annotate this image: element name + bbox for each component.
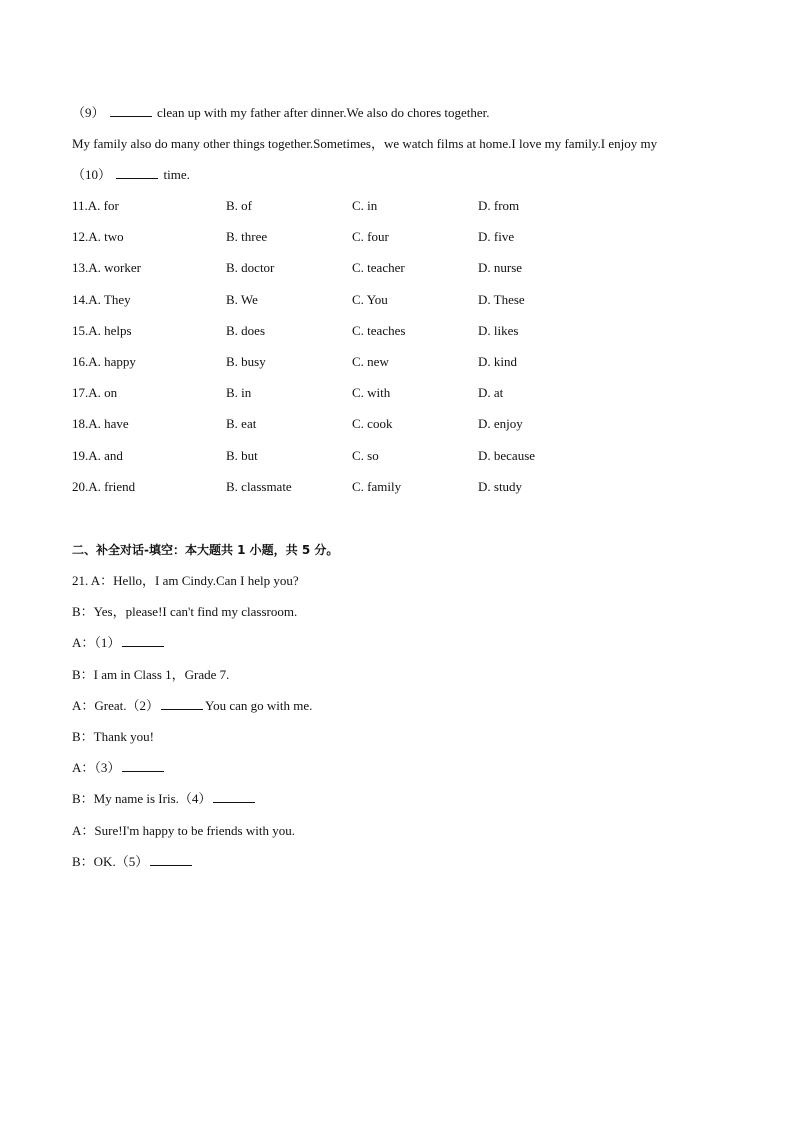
- option-text: A. happy: [88, 354, 136, 369]
- option-a[interactable]: [72, 198, 119, 214]
- option-c[interactable]: C. new: [352, 354, 389, 369]
- question-number: 17.: [72, 385, 89, 401]
- question-number: 13.: [72, 260, 89, 276]
- dialogue-line: [72, 573, 299, 589]
- option-text: A. worker: [88, 260, 141, 276]
- option-d[interactable]: D. enjoy: [478, 416, 523, 432]
- question-row: [72, 479, 722, 495]
- blank-number: （10）: [72, 167, 112, 182]
- question-row: [72, 292, 722, 308]
- passage-line-10: [72, 167, 190, 183]
- option-b[interactable]: B. eat: [226, 416, 257, 432]
- dialogue-text: B：My name is Iris.（4）: [72, 791, 212, 807]
- dialogue-line: [72, 823, 295, 839]
- option-c[interactable]: C. with: [352, 385, 391, 401]
- option-d[interactable]: D. nurse: [478, 260, 523, 276]
- option-b[interactable]: B. We: [226, 291, 258, 307]
- option-c[interactable]: C. teaches: [352, 322, 406, 338]
- option-c[interactable]: C. family: [352, 478, 402, 494]
- dialogue-line: [72, 604, 297, 620]
- option-b[interactable]: B. three: [226, 229, 268, 245]
- dialogue-text-after: You can go with me.: [205, 697, 313, 713]
- option-a[interactable]: [72, 479, 135, 495]
- option-text: A. and: [88, 447, 123, 463]
- answer-blank[interactable]: [150, 854, 192, 866]
- dialogue-text: A：（3）: [72, 760, 121, 776]
- question-row: [72, 229, 722, 245]
- option-a[interactable]: [72, 354, 136, 370]
- question-row: [72, 198, 722, 214]
- dialogue-line: [72, 760, 166, 776]
- dialogue-text: A：Sure!I'm happy to be friends with you.: [72, 822, 295, 838]
- option-text: A. on: [88, 385, 118, 401]
- answer-blank[interactable]: [110, 105, 152, 117]
- dialogue-line: [72, 854, 194, 870]
- question-row: [72, 323, 722, 339]
- option-c[interactable]: C. in: [352, 198, 378, 213]
- option-a[interactable]: [72, 229, 124, 245]
- dialogue-text: B：OK.（5）: [72, 853, 149, 869]
- option-d[interactable]: D. five: [478, 229, 515, 245]
- option-b[interactable]: B. does: [226, 322, 265, 338]
- question-row: [72, 448, 722, 464]
- option-d[interactable]: D. These: [478, 291, 525, 307]
- option-a[interactable]: [72, 416, 129, 432]
- section-heading: 二、补全对话-填空：本大题共 1 小题，共 5 分。: [72, 543, 339, 557]
- question-row: [72, 385, 722, 401]
- question-row: [72, 354, 722, 370]
- answer-blank[interactable]: [122, 635, 164, 647]
- answer-blank[interactable]: [213, 791, 255, 803]
- dialogue-text: B：I am in Class 1，Grade 7.: [72, 666, 230, 682]
- option-a[interactable]: [72, 385, 117, 401]
- option-d[interactable]: D. kind: [478, 354, 517, 369]
- dialogue-line: [72, 635, 166, 651]
- option-d[interactable]: D. because: [478, 447, 536, 463]
- option-c[interactable]: C. teacher: [352, 260, 405, 276]
- question-number: 11.: [72, 198, 88, 213]
- option-text: A. They: [88, 291, 131, 307]
- dialogue-line: [72, 791, 257, 807]
- passage-line-9: [72, 105, 490, 121]
- dialogue-line: [72, 667, 229, 683]
- option-c[interactable]: C. four: [352, 229, 389, 245]
- option-c[interactable]: C. so: [352, 447, 379, 463]
- option-text: A. have: [88, 416, 129, 432]
- dialogue-text: 21. A：Hello，I am Cindy.Can I help you?: [72, 573, 299, 588]
- option-c[interactable]: C. cook: [352, 416, 393, 432]
- option-c[interactable]: C. You: [352, 291, 388, 307]
- passage-text: My family also do many other things together.Sometimes，we watch films at home.I love my family.I enjoy my: [72, 136, 658, 151]
- blank-number: （9）: [72, 105, 105, 120]
- dialogue-text: B：Yes，please!I can't find my classroom.: [72, 604, 298, 620]
- dialogue-line: [72, 698, 312, 714]
- dialogue-text: A：（1）: [72, 635, 121, 651]
- option-d[interactable]: D. likes: [478, 322, 519, 338]
- option-text: A. two: [88, 229, 124, 245]
- question-number: 18.: [72, 416, 89, 432]
- question-row: [72, 416, 722, 432]
- option-a[interactable]: [72, 323, 132, 339]
- dialogue-text: B：Thank you!: [72, 729, 154, 744]
- option-b[interactable]: B. but: [226, 447, 258, 463]
- option-a[interactable]: [72, 260, 141, 276]
- passage-text: time.: [163, 167, 190, 182]
- answer-blank[interactable]: [122, 760, 164, 772]
- option-b[interactable]: B. of: [226, 198, 252, 213]
- option-b[interactable]: B. busy: [226, 354, 266, 369]
- option-a[interactable]: [72, 448, 123, 464]
- option-b[interactable]: B. in: [226, 385, 252, 401]
- dialogue-line: [72, 729, 154, 745]
- question-number: 20.: [72, 478, 89, 494]
- question-number: 16.: [72, 354, 89, 369]
- dialogue-text: A：Great.（2）: [72, 697, 160, 713]
- question-number: 12.: [72, 229, 89, 245]
- question-number: 14.: [72, 291, 89, 307]
- option-d[interactable]: D. study: [478, 478, 523, 494]
- passage-line: [72, 136, 657, 152]
- option-text: A. for: [87, 198, 119, 213]
- option-text: A. friend: [88, 478, 136, 494]
- question-number: 19.: [72, 447, 89, 463]
- question-number: 15.: [72, 322, 89, 338]
- option-b[interactable]: B. classmate: [226, 478, 292, 494]
- option-text: A. helps: [88, 322, 132, 338]
- answer-blank[interactable]: [116, 167, 158, 179]
- passage-text: clean up with my father after dinner.We also do chores together.: [157, 105, 490, 120]
- option-d[interactable]: D. at: [478, 385, 504, 401]
- answer-blank[interactable]: [161, 698, 203, 710]
- option-b[interactable]: B. doctor: [226, 260, 275, 276]
- option-d[interactable]: D. from: [478, 198, 520, 213]
- question-row: [72, 260, 722, 276]
- option-a[interactable]: [72, 292, 131, 308]
